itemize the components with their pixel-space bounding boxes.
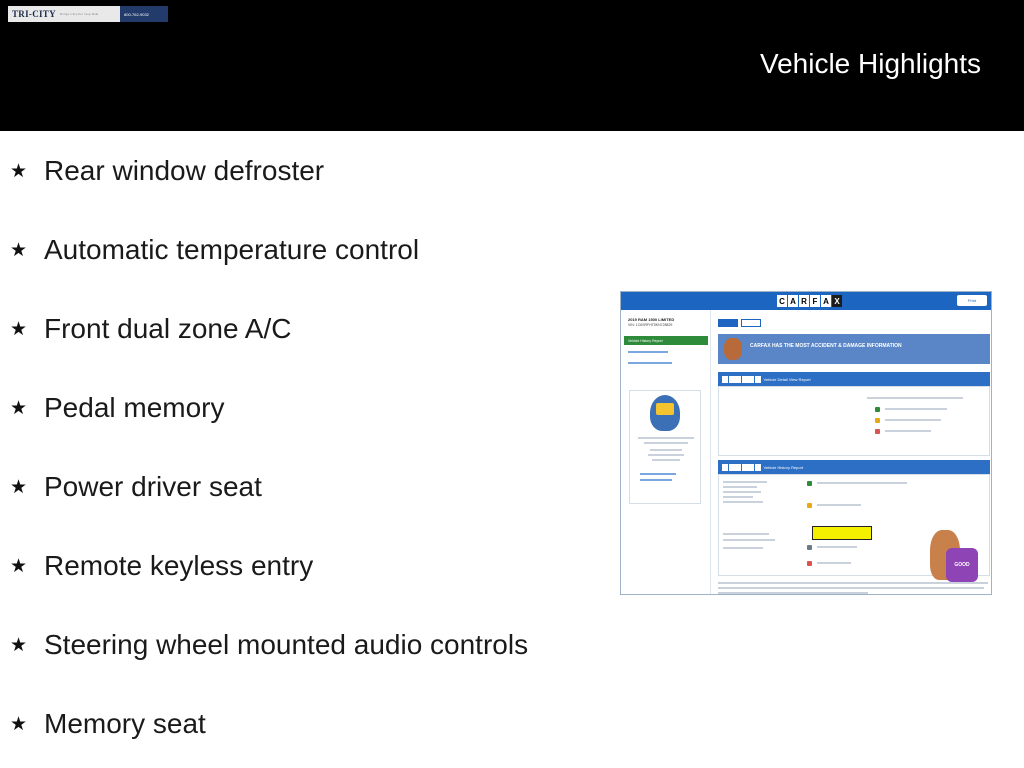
star-icon: ★ xyxy=(10,160,28,182)
list-item xyxy=(10,546,313,586)
header-bar xyxy=(0,0,1024,131)
logo-tagline: Dodge Chrysler Jeep Ram xyxy=(59,12,99,16)
list-item xyxy=(10,230,419,270)
tab-other xyxy=(741,319,761,327)
dealer-card xyxy=(629,390,701,504)
list-item xyxy=(10,704,206,744)
badge-icon xyxy=(650,395,680,431)
carfax-tabs xyxy=(718,319,761,327)
carfax-mini-logo xyxy=(722,376,761,383)
list-item xyxy=(10,467,262,507)
snapshot-box xyxy=(718,386,990,456)
star-icon: ★ xyxy=(10,318,28,340)
fox-mascot-icon xyxy=(724,338,742,360)
list-item xyxy=(10,388,225,428)
star-icon: ★ xyxy=(10,476,28,498)
history-section-bar: Vehicle History Report xyxy=(718,460,990,474)
vehicle-title: 2019 RAM 1500 LIMITED xyxy=(628,317,675,322)
carfax-sidebar xyxy=(621,310,711,595)
carfax-report-image xyxy=(620,291,992,595)
snapshot-section-bar: Vehicle Detail View Report xyxy=(718,372,990,386)
highlight-text: Automatic temperature control xyxy=(44,234,420,265)
star-icon: ★ xyxy=(10,239,28,261)
logo-phone: 800-762-9032 xyxy=(124,11,149,17)
sidebar-item-history: Vehicle History Report xyxy=(624,336,708,345)
highlight-text: Steering wheel mounted audio controls xyxy=(44,629,529,660)
list-item xyxy=(10,151,324,191)
star-icon: ★ xyxy=(10,634,28,656)
highlight-text: Pedal memory xyxy=(44,392,225,423)
carfax-banner: CARFAX HAS THE MOST ACCIDENT & DAMAGE INFORMATION xyxy=(718,334,990,364)
vin-label: VIN: 1C6SRFHT5KN728829 xyxy=(628,323,673,327)
dealer-logo xyxy=(8,6,168,22)
star-icon: ★ xyxy=(10,555,28,577)
carfax-mini-logo xyxy=(722,464,761,471)
highlight-text: Rear window defroster xyxy=(44,155,325,186)
highlight-text: Memory seat xyxy=(44,708,206,739)
page-title: Vehicle Highlights xyxy=(759,48,981,79)
star-icon: ★ xyxy=(10,397,28,419)
logo-brand: TRI-CITY xyxy=(12,9,56,19)
highlighted-row xyxy=(812,526,872,540)
highlight-text: Remote keyless entry xyxy=(44,550,314,581)
highlight-text: Power driver seat xyxy=(44,471,262,502)
highlight-text: Front dual zone A/C xyxy=(44,313,292,344)
list-item xyxy=(10,309,291,349)
tab-report xyxy=(718,319,738,327)
carfax-logo: C A R F A X xyxy=(777,295,842,307)
star-icon: ★ xyxy=(10,713,28,735)
good-value-badge: GOOD xyxy=(946,548,978,582)
carfax-top-bar xyxy=(621,292,991,310)
carfax-main xyxy=(712,310,991,595)
print-button: Print xyxy=(957,295,987,306)
list-item xyxy=(10,625,528,665)
